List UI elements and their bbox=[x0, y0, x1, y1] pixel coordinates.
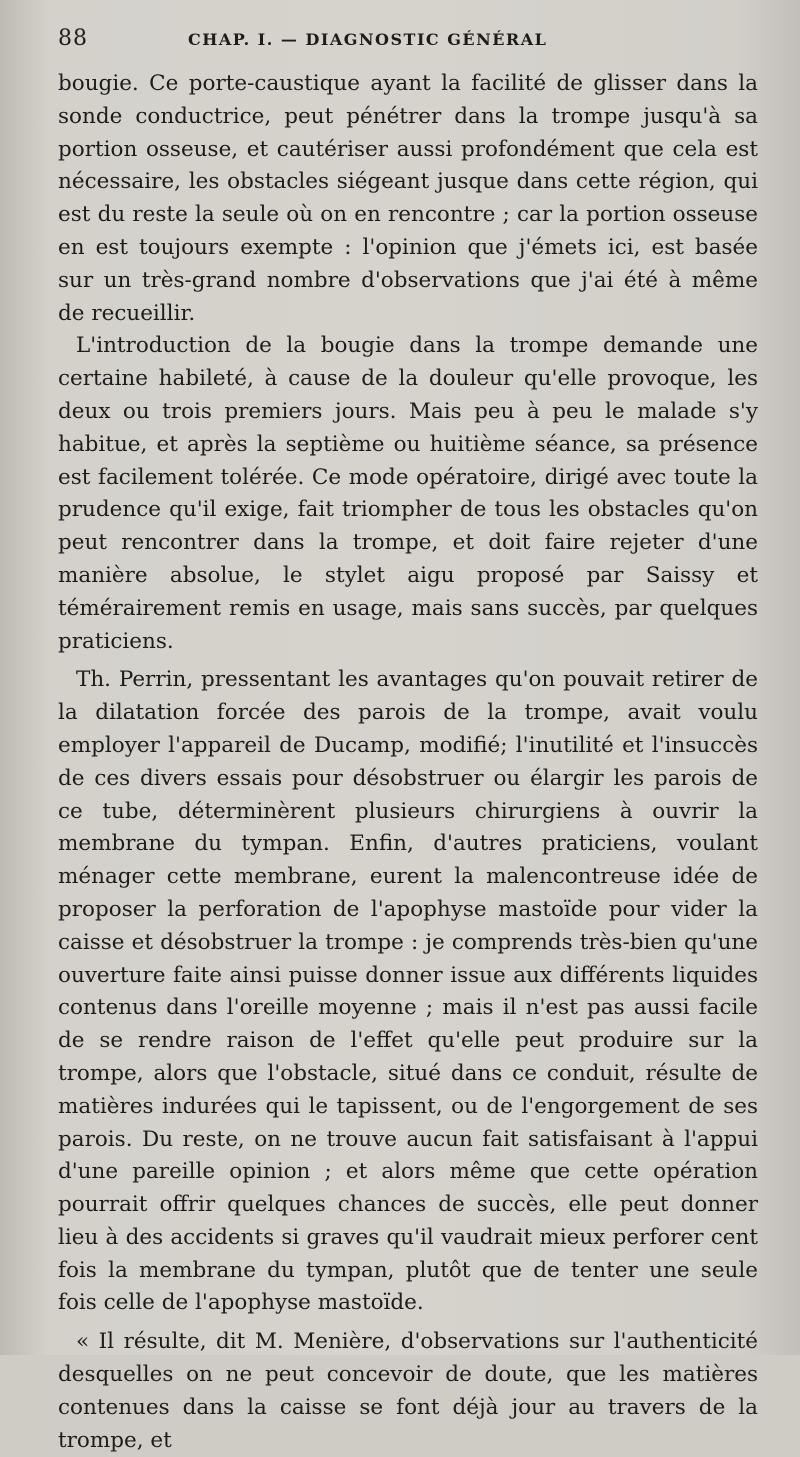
paragraph-1: bougie. Ce porte-caustique ayant la facilité de glisser dans la sonde conductrice, peut pénétrer dans la trompe jusqu'à sa portion osseuse, et cautériser aussi profondément que cela est nécessaire, les obstacles siégeant jusque dans cette région, qui est du reste la seule où on en rencontre ; car la portion osseuse en est toujours exempte : l'opinion que j'émets ici, est basée sur un très-grand nombre d'observations que j'ai été à même de recueillir. bbox=[58, 71, 758, 326]
running-head bbox=[58, 26, 758, 56]
paragraph-4: « Il résulte, dit M. Menière, d'observations sur l'authenticité desquelles on ne peut concevoir de doute, que les matières contenues dans la caisse se font déjà jour au travers de la trompe, et bbox=[58, 1329, 758, 1453]
paragraph-3: Th. Perrin, pressentant les avantages qu'on pouvait retirer de la dilatation forcée des parois de la trompe, avait voulu employer l'appareil de Ducamp, modifié; l'inutilité et l'insuccès de ces divers essais pour désobstruer ou élargir les parois de ce tube, déterminèrent plusieurs chirurgiens à ouvrir la membrane du tympan. Enfin, d'autres praticiens, voulant ménager cette membrane, eurent la malencontreuse idée de proposer la perforation de l'apophyse mastoïde pour vider la caisse et désobstruer la trompe : je comprends très-bien qu'une ouverture faite ainsi puisse donner issue aux différents liquides contenus dans l'oreille moyenne ; mais il n'est pas aussi facile de se rendre raison de l'effet qu'elle peut produire sur la trompe, alors que l'obstacle, situé dans ce conduit, résulte de matières indurées qui le tapissent, ou de l'engorgement de ses parois. Du reste, on ne trouve aucun fait satisfaisant à l'appui d'une pareille opinion ; et alors même que cette opération pourrait offrir quelques chances de succès, elle peut donner lieu à des accidents si graves qu'il vaudrait mieux perforer cent fois la membrane du tympan, plutôt que de tenter une seule fois celle de l'apophyse mastoïde. bbox=[58, 667, 758, 1316]
page-number: 88 bbox=[58, 26, 88, 51]
paragraph-2: L'introduction de la bougie dans la trompe demande une certaine habileté, à cause de la douleur qu'elle provoque, les deux ou trois premiers jours. Mais peu à peu le malade s'y habitue, et après la septième ou huitième séance, sa présence est facilement tolérée. Ce mode opératoire, dirigé avec toute la prudence qu'il exige, fait triompher de tous les obstacles qu'on peut rencontrer dans la trompe, et doit faire rejeter d'une manière absolue, le stylet aigu proposé par Saissy et témérairement remis en usage, mais sans succès, par quelques praticiens. bbox=[58, 333, 758, 654]
body-text bbox=[58, 68, 758, 1457]
chapter-title: CHAP. I. — DIAGNOSTIC GÉNÉRAL bbox=[188, 30, 548, 49]
